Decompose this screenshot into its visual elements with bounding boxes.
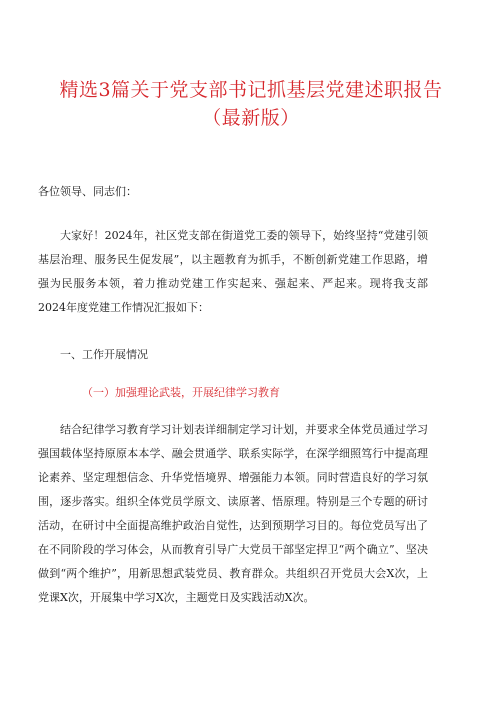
section-heading: 一、工作开展情况 <box>60 348 148 361</box>
title-line-2: （最新版） <box>202 107 300 129</box>
intro-paragraph: 大家好！2024年，社区党支部在街道党工委的领导下，始终坚持“党建引领基层治理、服务民生促发展”，以主题教育为抓手，不断创新党建工作思路，增强为民服务本领，着力推动党建工作实起来、强起来、严起来。现将我支部2024年度党建工作情况汇报如下： <box>38 229 428 314</box>
document-title <box>36 76 466 132</box>
title-line-1: 精选3篇关于党支部书记抓基层党建述职报告 <box>59 79 443 101</box>
salutation: 各位领导、同志们： <box>38 185 137 198</box>
subsection-heading: （一）加强理论武装，开展纪律学习教育 <box>82 386 280 399</box>
body-paragraph: 结合纪律学习教育学习计划表详细制定学习计划，并要求全体党员通过学习强国载体坚持原原本本学、融会贯通学、联系实际学，在深学细照笃行中提高理论素养、坚定理想信念、升华党悟境界、增强能力本领。同时营造良好的学习氛围，逐步落实。组织全体党员学原文、读原著、悟原理。特别是三个专题的研讨活动，在研讨中全面提高维护政治自觉性，达到预期学习目的。每位党员写出了在不同阶段的学习体会，从而教育引导广大党员干部坚定捍卫“两个确立”、坚决做到“两个维护”，用新思想武装党员、教育群众。共组织召开党员大会X次，上党课X次，开展集中学习X次，主题党日及实践活动X次。 <box>38 423 428 604</box>
